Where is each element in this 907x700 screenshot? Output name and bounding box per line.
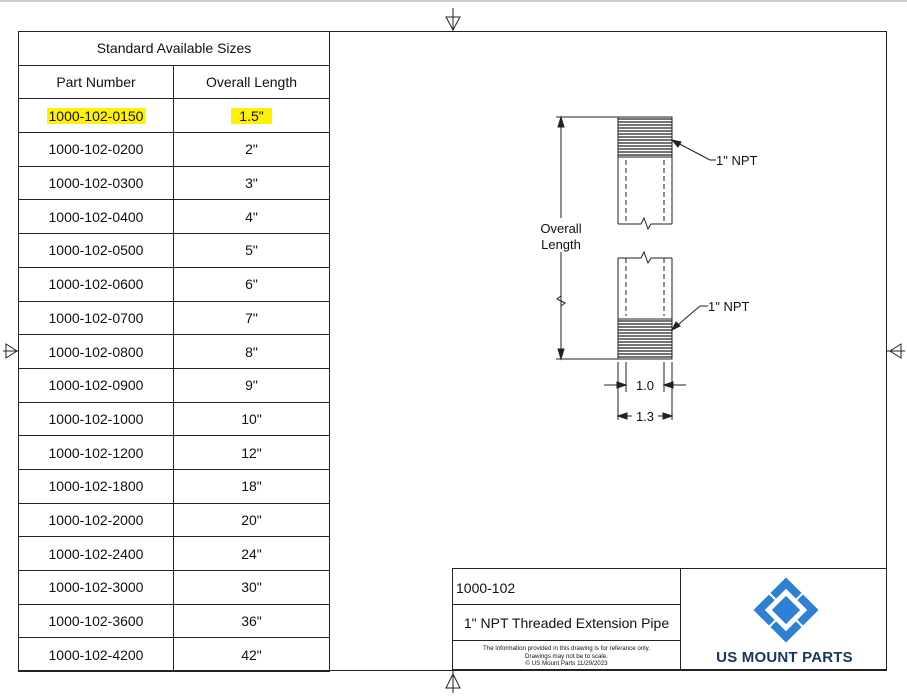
part-number-text: 1000-102-2400: [48, 545, 144, 562]
part-number-cell: [19, 402, 174, 436]
overall-length-cell: [174, 166, 330, 200]
overall-length-cell: [174, 368, 330, 402]
overall-length-cell: [174, 301, 330, 335]
part-number-cell: [19, 234, 174, 268]
part-number-text: 1000-102-0400: [48, 208, 144, 225]
overall-length-text: 20": [241, 511, 262, 528]
center-mark-right: [887, 344, 905, 358]
part-number-cell: [19, 166, 174, 200]
table-row: [19, 503, 330, 537]
part-number-cell: [19, 537, 174, 571]
overall-length-cell: [174, 234, 330, 268]
table-row: [19, 267, 330, 301]
table-header-row: [19, 65, 330, 99]
table-title-row: [19, 32, 330, 66]
part-number-cell: [19, 503, 174, 537]
overall-length-cell: [174, 402, 330, 436]
part-number-text: 1000-102-0300: [48, 175, 144, 192]
part-number-text: 1000-102-0600: [48, 276, 144, 293]
col-header-part-number: Part Number: [19, 65, 174, 99]
table-row: [19, 604, 330, 638]
part-number-text: 1000-102-0700: [48, 309, 144, 326]
overall-length-label-1: Overall: [540, 221, 582, 236]
overall-length-cell: [174, 335, 330, 369]
note-line-3: © US Mount Parts 11/29/2023: [525, 660, 608, 668]
inner-diameter-label: 1.0: [635, 378, 655, 393]
part-number-cell: [19, 99, 174, 133]
table-title: Standard Available Sizes: [19, 32, 330, 66]
part-number-text: 1000-102-1800: [48, 478, 144, 495]
part-number-cell: [19, 200, 174, 234]
thread-bottom: [618, 321, 672, 357]
note-line-1: The information provided in this drawing is for referance only.: [482, 645, 651, 652]
part-number-text: 1000-102-0150: [48, 107, 144, 124]
thread-top: [618, 119, 672, 155]
table-row: [19, 234, 330, 268]
part-number-cell: [19, 469, 174, 503]
table-row: [19, 335, 330, 369]
part-number-text: 1000-102-0200: [48, 141, 144, 158]
npt-label-bottom: 1" NPT: [708, 299, 750, 314]
overall-length-text: 6": [245, 276, 258, 293]
table-row: [19, 638, 330, 672]
overall-length-cell: [174, 133, 330, 167]
table-row: [19, 166, 330, 200]
col-header-overall-length: Overall Length: [174, 65, 330, 99]
part-number-cell: [19, 436, 174, 470]
table-row: [19, 301, 330, 335]
overall-length-text: 1.5": [231, 108, 271, 124]
table-body: [19, 99, 330, 672]
overall-length-text: 12": [241, 444, 262, 461]
center-mark-top: [446, 8, 460, 31]
part-number-text: 1000-102-4200: [48, 646, 144, 663]
table-row: [19, 436, 330, 470]
pipe-drawing: [520, 100, 800, 430]
overall-length-cell: [174, 571, 330, 605]
note-line-2: Drawings may not be to scale.: [525, 652, 608, 660]
part-number-cell: [19, 335, 174, 369]
overall-length-cell: [174, 638, 330, 672]
table-row: [19, 402, 330, 436]
overall-length-cell: [174, 503, 330, 537]
outer-diameter-label: 1.3: [635, 409, 655, 424]
overall-length-text: 3": [245, 175, 258, 192]
overall-length-text: 42": [241, 646, 262, 663]
part-number-text: 1000-102-3000: [48, 579, 144, 596]
overall-length-text: 30": [241, 579, 262, 596]
table-row: [19, 469, 330, 503]
overall-length-cell: [174, 99, 330, 133]
part-number-cell: [19, 638, 174, 672]
overall-length-text: 10": [241, 410, 262, 427]
title-block: [452, 568, 887, 670]
logo-diamond-icon: [751, 575, 821, 645]
overall-length-text: 4": [245, 208, 258, 225]
overall-length-cell: [174, 604, 330, 638]
title-block-part-number: 1000-102: [453, 569, 681, 605]
pipe-bottom-section: [618, 252, 672, 359]
company-logo: [681, 569, 888, 671]
overall-length-text: 9": [245, 377, 258, 394]
part-number-cell: [19, 604, 174, 638]
part-number-text: 1000-102-0900: [48, 377, 144, 394]
overall-length-text: 5": [245, 242, 258, 259]
part-number-cell: [19, 301, 174, 335]
overall-length-text: 24": [241, 545, 262, 562]
part-number-text: 1000-102-2000: [48, 511, 144, 528]
logo-text: US MOUNT PARTS: [716, 649, 853, 666]
overall-length-text: 7": [245, 309, 258, 326]
table-row: [19, 537, 330, 571]
part-number-text: 1000-102-1200: [48, 444, 144, 461]
part-number-text: 1000-102-0500: [48, 242, 144, 259]
overall-length-cell: [174, 436, 330, 470]
part-number-cell: [19, 368, 174, 402]
part-number-text: 1000-102-0800: [48, 343, 144, 360]
npt-label-top: 1" NPT: [716, 153, 758, 168]
title-block-note: [453, 641, 681, 671]
title-block-description: 1" NPT Threaded Extension Pipe: [453, 605, 681, 641]
table-row: [19, 368, 330, 402]
table-row: [19, 133, 330, 167]
overall-length-label-2: Length: [541, 237, 581, 252]
part-number-cell: [19, 571, 174, 605]
table-row: [19, 571, 330, 605]
overall-length-cell: [174, 469, 330, 503]
part-number-cell: [19, 267, 174, 301]
center-mark-bottom: [446, 671, 460, 693]
table-row: [19, 99, 330, 133]
overall-length-text: 8": [245, 343, 258, 360]
sizes-table: [18, 31, 330, 672]
overall-length-cell: [174, 267, 330, 301]
overall-length-text: 18": [241, 478, 262, 495]
center-mark-left: [3, 344, 18, 358]
part-number-text: 1000-102-3600: [48, 613, 144, 630]
overall-length-cell: [174, 537, 330, 571]
overall-length-cell: [174, 200, 330, 234]
part-number-text: 1000-102-1000: [48, 410, 144, 427]
table-row: [19, 200, 330, 234]
overall-length-text: 2": [245, 141, 258, 158]
part-number-cell: [19, 133, 174, 167]
overall-length-text: 36": [241, 613, 262, 630]
